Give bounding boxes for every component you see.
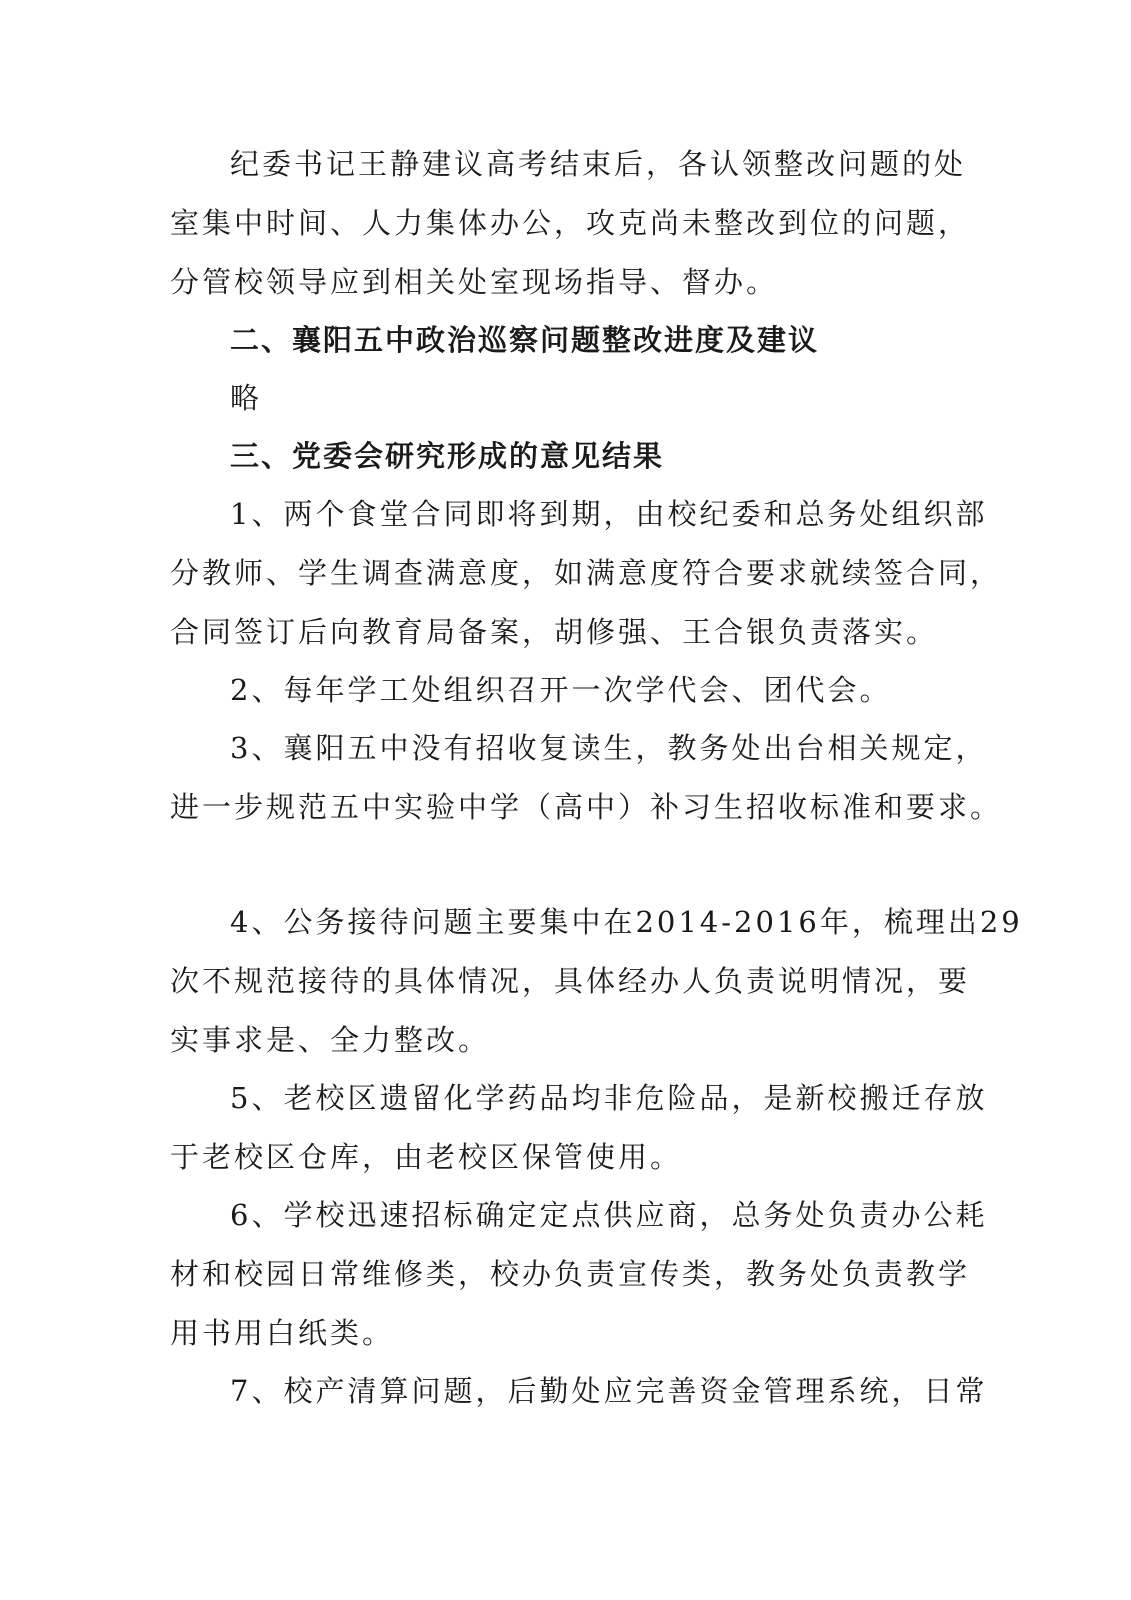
item-1-line-3: 合同签订后向教育局备案，胡修强、王合银负责落实。	[170, 615, 939, 649]
item-6-line-2: 材和校园日常维修类，校办负责宣传类，教务处负责教学	[170, 1257, 971, 1291]
item-1-line-2: 分教师、学生调查满意度，如满意度符合要求就续签合同，	[170, 556, 1003, 590]
paragraph-1-line-3: 分管校领导应到相关处室现场指导、督办。	[170, 265, 779, 299]
item-5-line-1: 5、老校区遗留化学药品均非危险品，是新校搬迁存放	[230, 1081, 988, 1115]
item-4-line-1: 4、公务接待问题主要集中在2014-2016年，梳理出29	[230, 905, 1023, 939]
section-heading-3: 三、党委会研究形成的意见结果	[230, 439, 665, 473]
item-3-line-2: 进一步规范五中实验中学（高中）补习生招收标准和要求。	[170, 790, 1003, 824]
item-3-line-1: 3、襄阳五中没有招收复读生，教务处出台相关规定，	[230, 731, 988, 765]
item-4-line-2: 次不规范接待的具体情况，具体经办人负责说明情况，要	[170, 964, 971, 998]
section-2-body: 略	[230, 381, 263, 415]
item-1-line-1: 1、两个食堂合同即将到期，由校纪委和总务处组织部	[230, 497, 988, 531]
item-6-line-3: 用书用白纸类。	[170, 1316, 395, 1350]
item-2: 2、每年学工处组织召开一次学代会、团代会。	[230, 673, 892, 707]
item-6-line-1: 6、学校迅速招标确定定点供应商，总务处负责办公耗	[230, 1198, 988, 1232]
section-heading-2: 二、襄阳五中政治巡察问题整改进度及建议	[230, 323, 820, 357]
paragraph-1-line-1: 纪委书记王静建议高考结束后，各认领整改问题的处	[230, 147, 967, 181]
item-5-line-2: 于老校区仓库，由老校区保管使用。	[170, 1140, 683, 1174]
item-7-line-1: 7、校产清算问题，后勤处应完善资金管理系统，日常	[230, 1374, 988, 1408]
paragraph-1-line-2: 室集中时间、人力集体办公，攻克尚未整改到位的问题，	[170, 206, 971, 240]
item-4-line-3: 实事求是、全力整改。	[170, 1023, 491, 1057]
